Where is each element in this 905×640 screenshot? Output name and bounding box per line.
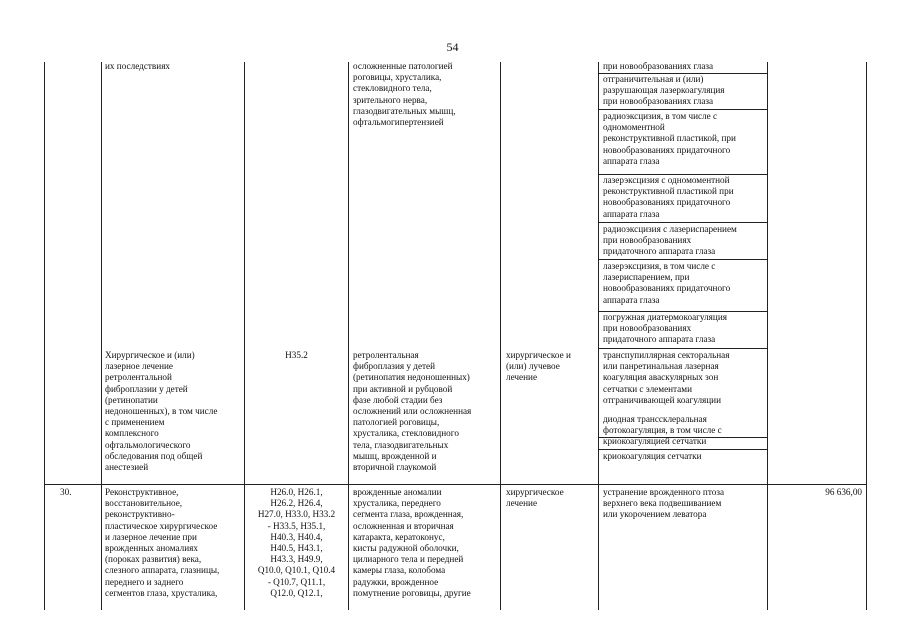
row-30-patient-model: врожденные аномалии хрусталика, переднего сегмента глаза, врожденная, осложненная и вторичная катаракта, кератоконус, кисты радужной оболочки, цилиарного тела и передней камеры глаза, колобома радужки, врожденное помутнение роговицы, другие xyxy=(353,487,471,598)
row-rop-treatment-type: хирургическое и (или) лучевое лечение xyxy=(506,350,571,383)
row-30-method: устранение врожденного птоза верхнего века подвешиванием или укорочением леватора xyxy=(603,487,725,520)
col-border xyxy=(101,62,102,610)
col-border xyxy=(500,62,501,610)
row-30-name: Реконструктивное, восстановительное, реконструктивно- пластическое хирургическое и лазерное лечение при врожденных аномалиях (пороках развития) века, слезного аппарата, глазницы, переднего и заднего сегментов глаза, хрусталика, xyxy=(105,487,220,598)
col-border xyxy=(767,62,768,610)
method-separator xyxy=(598,222,767,223)
method-separator xyxy=(598,348,767,349)
method-cell: радиоэксцизия с лазериспарением при новообразованиях придаточного аппарата глаза xyxy=(603,224,737,257)
row-rop-code: H35.2 xyxy=(285,350,308,360)
col-border xyxy=(598,62,599,610)
method-separator xyxy=(598,109,767,110)
page-number: 54 xyxy=(446,40,459,54)
col-border xyxy=(348,62,349,610)
row-continued-name: их последствиях xyxy=(105,61,171,71)
method-cell: отграничительная и (или) разрушающая лазеркоагуляция при новообразованиях глаза xyxy=(603,74,725,107)
method-separator xyxy=(598,259,767,260)
col-border-right xyxy=(866,62,867,610)
method-cell: лазерэксцизия с одномоментной реконструктивной пластикой при новообразованиях придаточного аппарата глаза xyxy=(603,175,734,219)
row-30-cost: 96 636,00 xyxy=(825,487,862,497)
row-rop-patient-model: ретролентальная фиброплазия у детей (ретинопатия недоношенных) при активной и рубцовой фазе любой стадии без осложнений или осложненная патологией роговицы, хрусталика, стекловидного тела, глазодвигательных мышц, врожденной и вторичной глаукомой xyxy=(353,350,472,473)
method-cell: лазерэксцизия, в том числе с лазериспарением, при новообразованиях придаточного аппарата глаза xyxy=(603,261,731,305)
method-cell: диодная транссклеральная фотокоагуляция, в том числе с криокоагуляцией сетчатки xyxy=(603,414,722,447)
row-continued-patient-model: осложненные патологией роговицы, хрусталика, стекловидного тела, зрительного нерва, глазодвигательных мышц, офтальмогипертензией xyxy=(353,61,456,128)
method-separator xyxy=(598,449,767,450)
row-30-codes: H26.0, H26.1, H26.2, H26.4, H27.0, H33.0, H33.2 - H33.5, H35.1, H40.3, H40.4, H40.5, H43.1, H43.3, H49.9, Q10.0, Q10.1, Q10.4 - Q10.7, Q11.1, Q12.0, Q12.1, xyxy=(257,487,336,598)
row-30-treatment-type: хирургическое лечение xyxy=(506,487,564,509)
method-cell: транспупиллярная секторальная или панретинальная лазерная коагуляция аваскулярных зон сетчатки с элементами отграничивающей коагуляции xyxy=(603,350,730,405)
row-number: 30. xyxy=(60,487,72,497)
col-border-left xyxy=(44,62,45,610)
method-cell: погружная диатермокоагуляция при новообразованиях придаточного аппарата глаза xyxy=(603,312,727,345)
row-rop-name: Хирургическое и (или) лазерное лечение ретролентальной фиброплазии у детей (ретинопатии недоношенных), в том числе с применением комплексного офтальмологического обследования под общей анестезией xyxy=(105,350,218,473)
method-cell: радиоэксцизия, в том числе с одномоментной реконструктивной пластикой, при новообразованиях придаточного аппарата глаза xyxy=(603,111,736,166)
method-cell: криокоагуляция сетчатки xyxy=(603,451,702,461)
row-separator xyxy=(44,484,867,485)
method-cell: при новообразованиях глаза xyxy=(603,61,714,71)
